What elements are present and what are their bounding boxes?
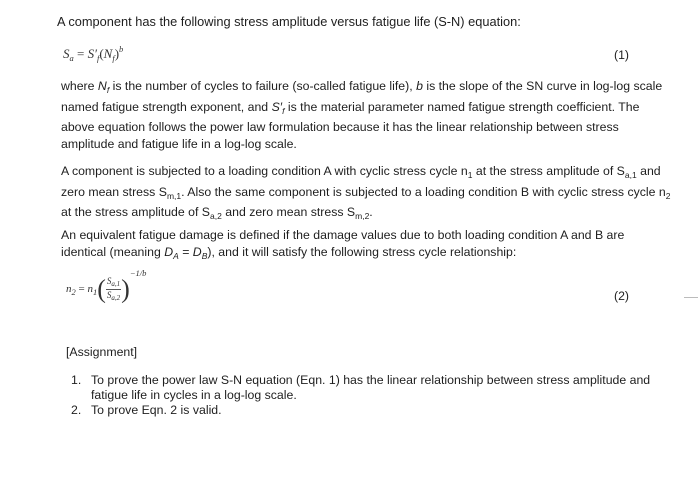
paragraph-definitions: [61, 78, 671, 152]
para1-text-3: is the slope of the SN curve in log-log scale named fatigue strength exponent, and: [61, 79, 663, 114]
para1-text-4: is the material parameter named fatigue strength coefficient. The above equation follows the power law formulation because it has the linear relationship between stress amplitude and fatigue life in a log-log scale.: [61, 99, 640, 151]
eq2-denominator: [106, 290, 121, 303]
assignment-item-2-text: To prove Eqn. 2 is valid.: [91, 403, 222, 417]
para1-nf: N: [97, 79, 107, 93]
eq2-numerator: [106, 276, 121, 290]
para1-sf-sub: f: [282, 105, 285, 116]
para2-n1-sub: 1: [467, 170, 473, 180]
eq2-num: S: [106, 275, 112, 286]
para2-sa2-sub: a,2: [210, 211, 222, 221]
para3-db: D: [192, 244, 202, 259]
eq2-lhs: n: [66, 283, 72, 295]
eq1-var-sub: f: [112, 53, 115, 63]
para1-b: b: [416, 79, 423, 93]
eq1-coef-sub: f: [96, 53, 100, 63]
equation-1: [63, 44, 123, 63]
eq1-lhs-sub: a: [69, 53, 74, 63]
assignment-heading: [Assignment]: [66, 345, 138, 359]
edge-mark: [684, 297, 698, 298]
para3-text-2: ), and it will satisfy the following stress cycle relationship:: [207, 244, 517, 259]
eq2-rhs-sub: 1: [92, 287, 98, 297]
paragraph-equivalence: [61, 227, 671, 264]
eq2-number: (2): [614, 289, 630, 303]
para1-text-2: is the number of cycles to failure (so-called fatigue life),: [109, 79, 417, 93]
eq2-num-sub: a,1: [111, 279, 121, 288]
para2-sa1-sub: a,1: [624, 170, 637, 180]
eq1-close: ): [114, 46, 120, 61]
eq2-den-sub: a,2: [111, 293, 121, 302]
eq2-den: S: [106, 289, 112, 300]
eq1-number: (1): [614, 48, 630, 62]
intro-text: A component has the following stress amplitude versus fatigue life (S-N) equation:: [57, 14, 521, 29]
para2-text-7: .: [369, 205, 373, 219]
para3-db-sub: B: [201, 250, 208, 261]
para2-sm2-sub: m,2: [355, 211, 370, 221]
eq1-var: N: [103, 46, 113, 61]
para1-nf-sub: f: [106, 85, 110, 95]
eq2-equals: =: [78, 283, 85, 295]
para1-text-1: where: [61, 79, 98, 93]
para3-da-sub: A: [173, 250, 179, 261]
para2-text-4: . Also the same component is subjected to a loading condition B with cyclic stress cycle n: [181, 184, 666, 199]
paragraph-loading: [61, 163, 671, 225]
para2-text-3: and zero mean stress S: [61, 164, 661, 199]
para3-da: D: [164, 244, 174, 259]
eq2-rhs: n: [87, 283, 93, 295]
para2-text-1: A component is subjected to a loading condition A with cyclic stress cycle n: [61, 164, 468, 178]
para2-text-2: at the stress amplitude of S: [472, 164, 625, 178]
assignment-item-1-number: 1.: [71, 373, 82, 387]
para2-text-6: and zero mean stress S: [221, 205, 356, 219]
eq2-exp: −1/b: [129, 268, 147, 278]
para2-sm1-sub: m,1: [166, 190, 182, 201]
para3-equals: =: [178, 244, 193, 259]
equation-2: [66, 268, 146, 303]
eq1-open: (: [99, 46, 104, 61]
eq2-lhs-sub: 2: [71, 287, 76, 297]
assignment-item-1-text: To prove the power law S-N equation (Eqn. 1) has the linear relationship between stress amplitude and fatigue life in cycles in a log-log scale.: [91, 373, 651, 402]
eq2-fraction: [106, 276, 121, 303]
para3-text-1: An equivalent fatigue damage is defined if the damage values due to both loading condition A and B are identical (meaning: [61, 228, 625, 259]
eq1-equals: =: [77, 46, 85, 61]
para2-text-5: at the stress amplitude of S: [61, 205, 211, 219]
assignment-item-2-number: 2.: [71, 403, 82, 417]
para2-n2-sub: 2: [665, 190, 671, 201]
eq1-exp: b: [119, 44, 124, 54]
eq1-coef: S′: [87, 46, 97, 61]
para1-sf: S′: [271, 99, 283, 114]
eq1-lhs: S: [63, 46, 70, 61]
eq2-right-paren: ): [121, 274, 130, 304]
eq2-left-paren: (: [97, 274, 106, 304]
